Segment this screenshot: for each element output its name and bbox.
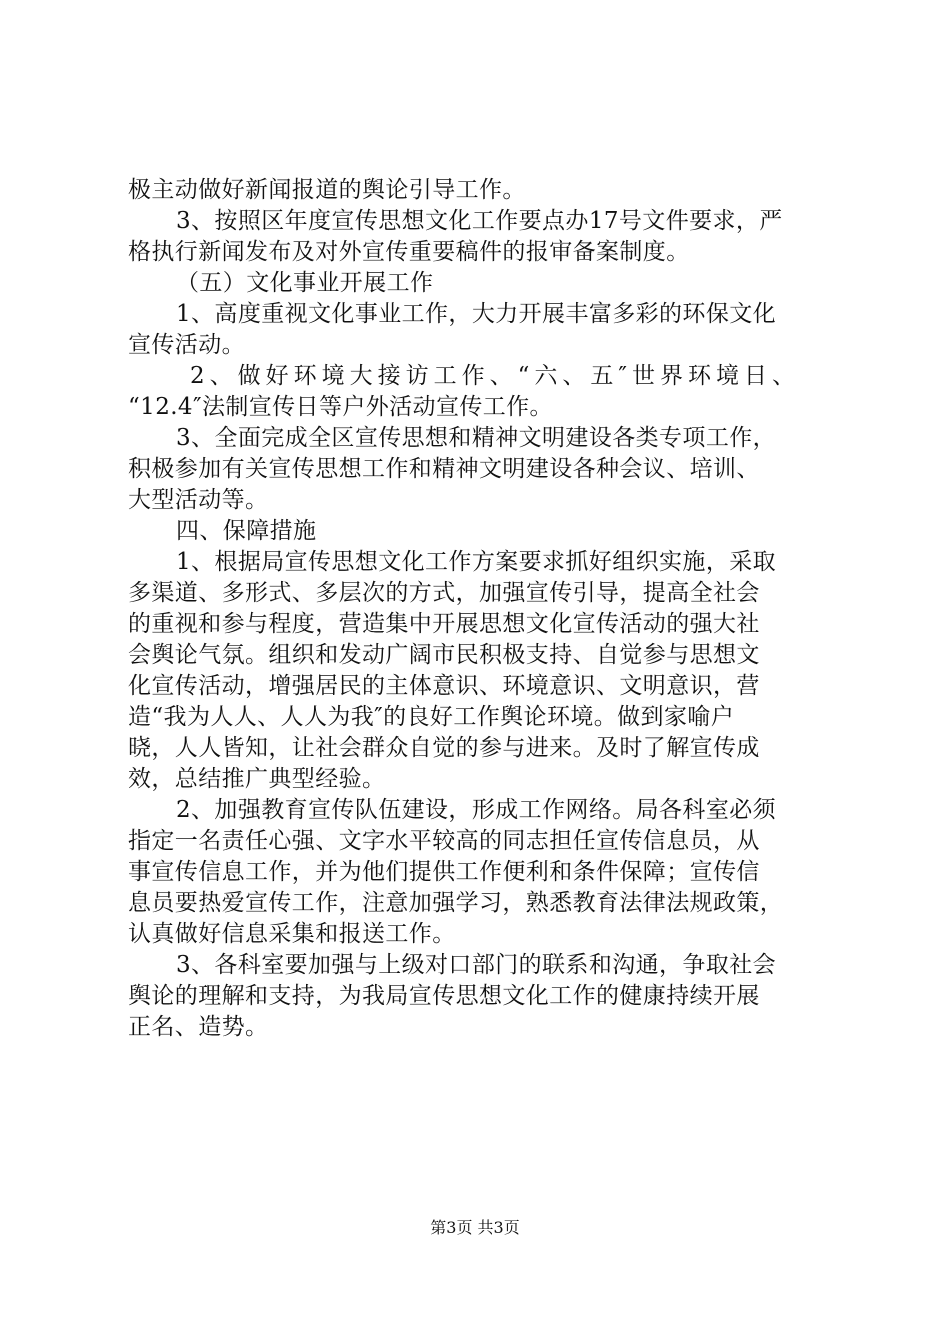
- text-line: 极主动做好新闻报道的舆论引导工作。: [128, 177, 526, 203]
- text-line: 舆论的理解和支持，为我局宣传思想文化工作的健康持续开展: [128, 983, 760, 1009]
- text-line: 3、全面完成全区宣传思想和精神文明建设各类专项工作，: [176, 425, 777, 451]
- text-line: 3、各科室要加强与上级对口部门的联系和沟通，争取社会: [176, 952, 777, 978]
- text-line: 2、做好环境大接访工作、“六、五″世界环境日、: [190, 363, 800, 389]
- text-line: 1、根据局宣传思想文化工作方案要求抓好组织实施，采取: [176, 549, 777, 575]
- text-line: 化宣传活动，增强居民的主体意识、环境意识、文明意识，营: [128, 673, 760, 699]
- text-line: 的重视和参与程度，营造集中开展思想文化宣传活动的强大社: [128, 611, 760, 637]
- page-number-footer: 第3页 共3页: [430, 1218, 520, 1237]
- text-line: 造“我为人人、人人为我″的良好工作舆论环境。做到家喻户: [128, 704, 735, 730]
- text-line: 指定一名责任心强、文字水平较高的同志担任宣传信息员，从: [128, 828, 760, 854]
- text-line: 事宣传信息工作，并为他们提供工作便利和条件保障；宣传信: [128, 859, 760, 885]
- text-line: 多渠道、多形式、多层次的方式，加强宣传引导，提高全社会: [128, 580, 760, 606]
- text-line: 2、加强教育宣传队伍建设，形成工作网络。局各科室必须: [176, 797, 777, 823]
- text-line: 效，总结推广典型经验。: [128, 766, 386, 792]
- text-line: 会舆论气氛。组织和发动广阔市民积极支持、自觉参与思想文: [128, 642, 760, 668]
- text-line: 正名、造势。: [128, 1014, 269, 1040]
- text-line: 积极参加有关宣传思想工作和精神文明建设各种会议、培训、: [128, 456, 760, 482]
- text-line: 晓，人人皆知，让社会群众自觉的参与进来。及时了解宣传成: [128, 735, 760, 761]
- text-line: 3、按照区年度宣传思想文化工作要点办17号文件要求，严: [176, 208, 783, 234]
- section-heading: 四、保障措施: [176, 518, 317, 544]
- text-line: “12.4″法制宣传日等户外活动宣传工作。: [128, 394, 553, 420]
- text-line: 认真做好信息采集和报送工作。: [128, 921, 456, 947]
- text-line: 宣传活动。: [128, 332, 245, 358]
- text-line: 息员要热爱宣传工作，注意加强学习，熟悉教育法律法规政策，: [128, 890, 784, 916]
- text-line: 1、高度重视文化事业工作，大力开展丰富多彩的环保文化: [176, 301, 777, 327]
- section-heading: （五）文化事业开展工作: [176, 270, 434, 296]
- text-line: 格执行新闻发布及对外宣传重要稿件的报审备案制度。: [128, 239, 690, 265]
- text-line: 大型活动等。: [128, 487, 269, 513]
